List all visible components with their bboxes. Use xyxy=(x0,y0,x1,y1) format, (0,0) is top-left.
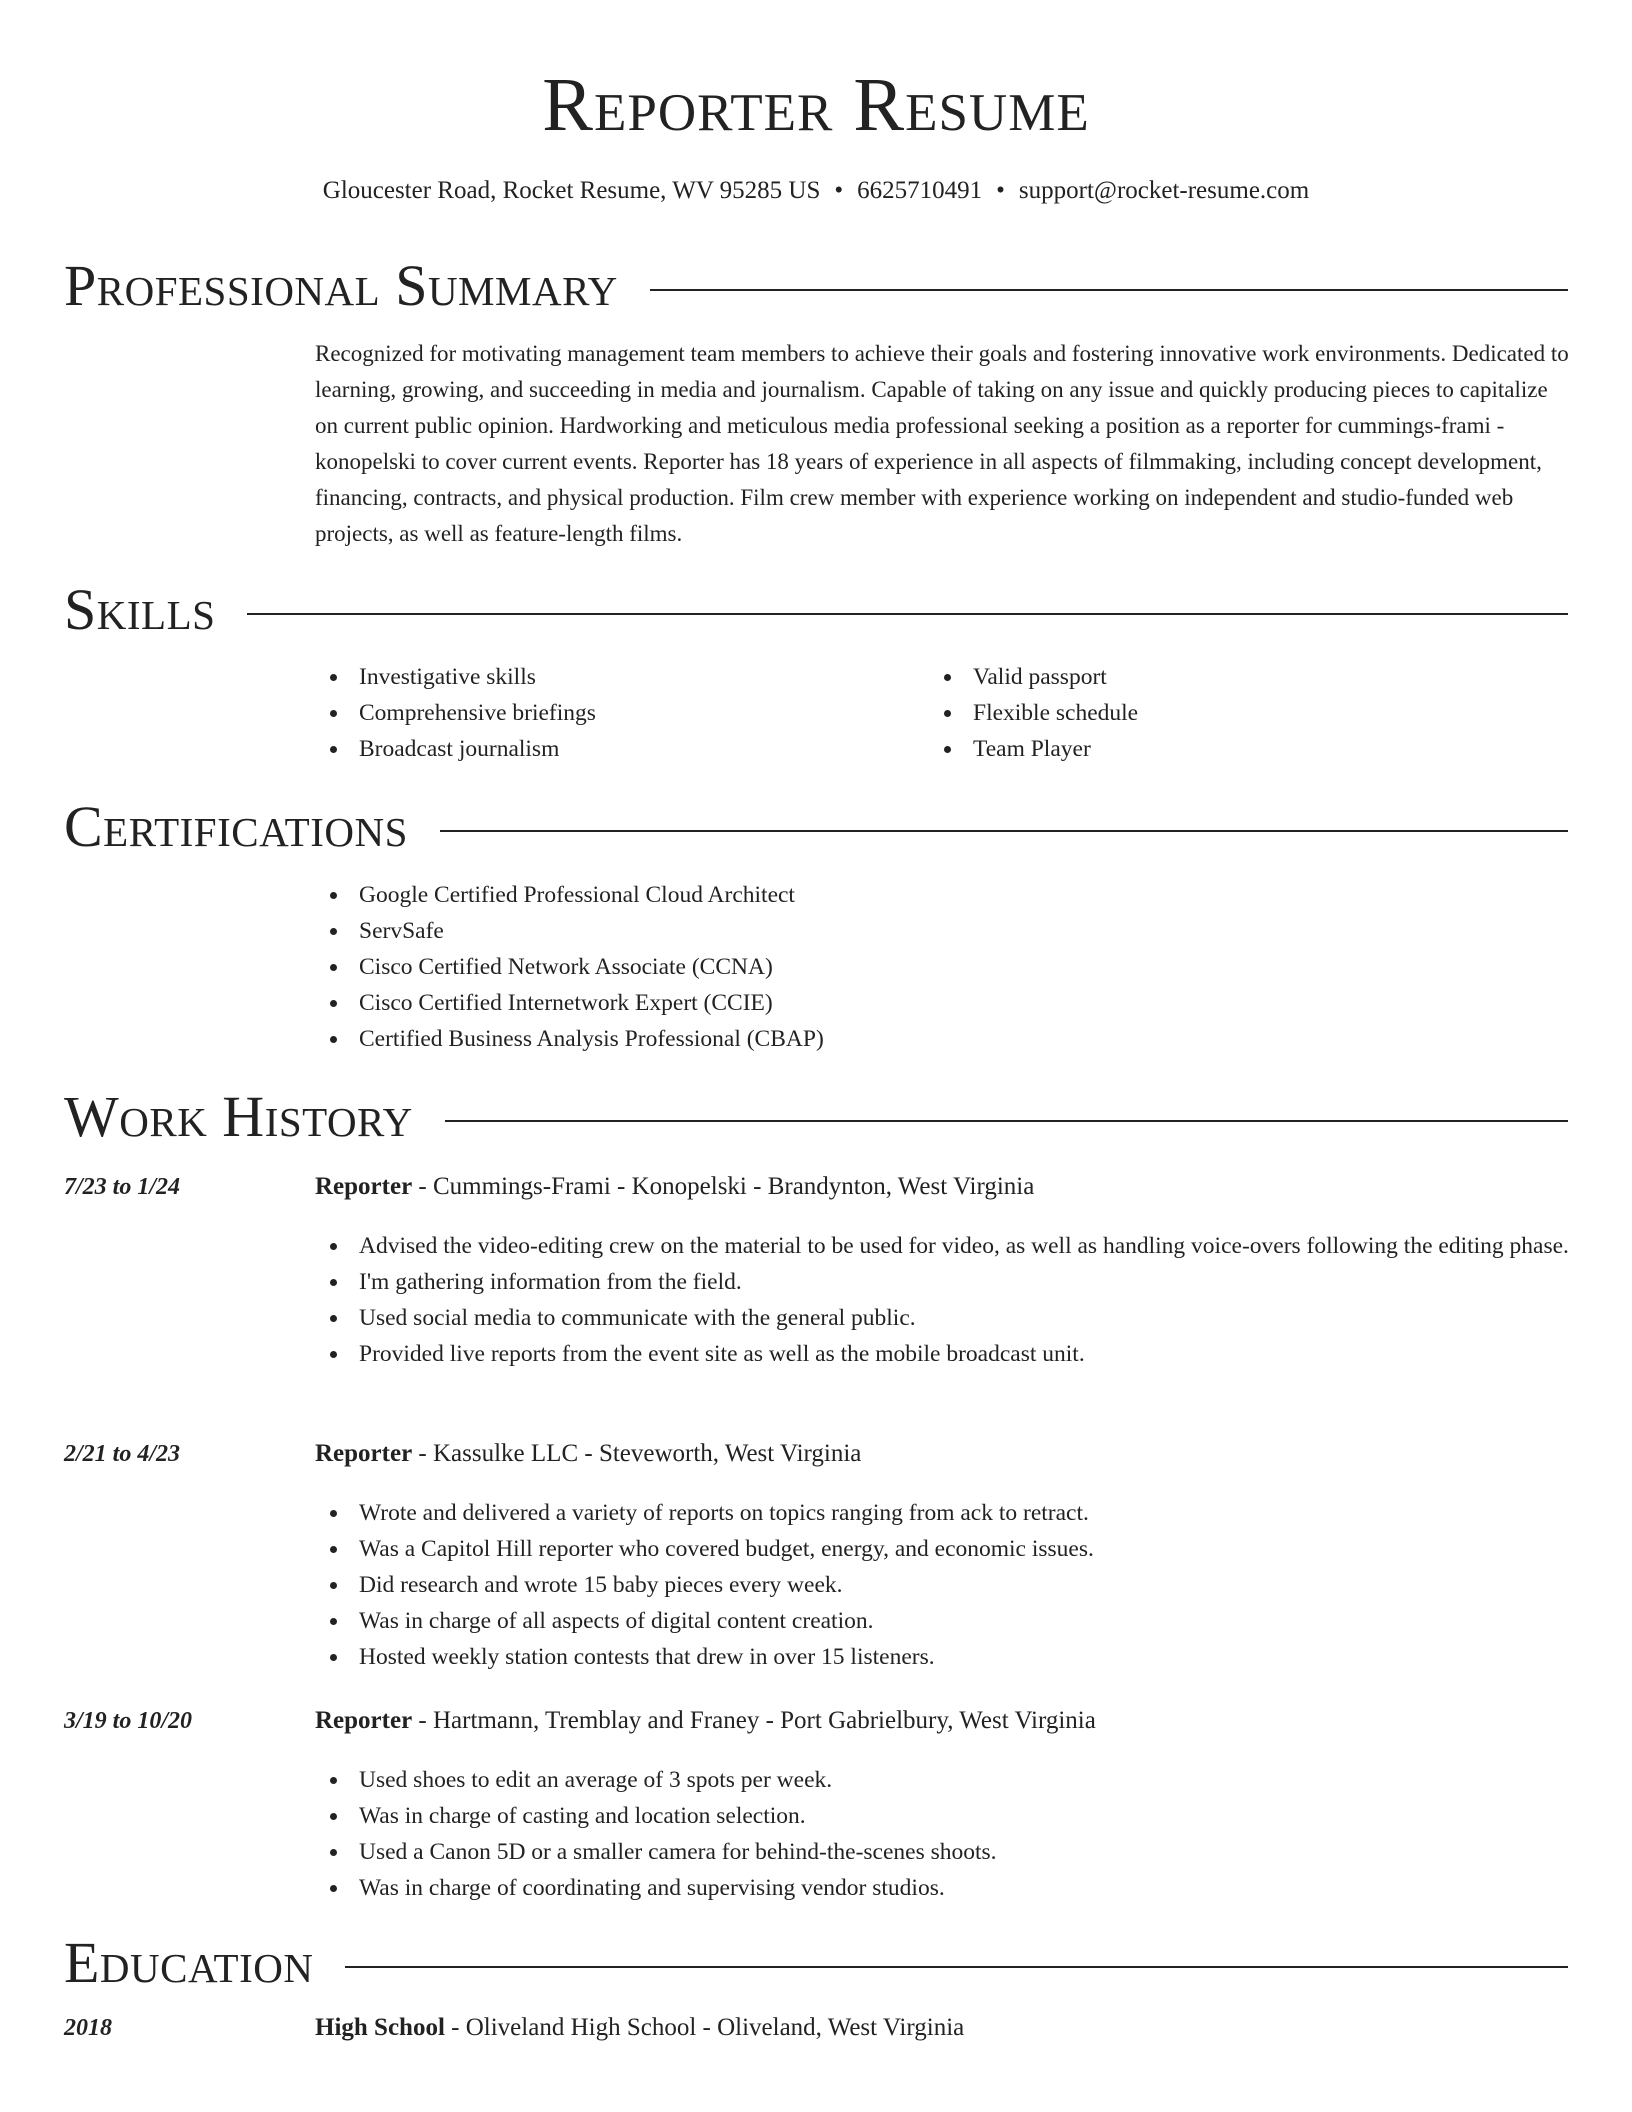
resume-title: Reporter Resume xyxy=(542,63,1090,147)
job-title: Reporter xyxy=(315,1173,413,1200)
section-divider xyxy=(247,613,1568,615)
job-title: Reporter xyxy=(315,1440,413,1467)
skills-list-left xyxy=(315,659,915,767)
job-bullet: Used a Canon 5D or a smaller camera for behind-the-scenes shoots. xyxy=(315,1834,1570,1870)
skill-item: Flexible schedule xyxy=(929,695,1529,731)
job-dates: 7/23 to 1/24 xyxy=(64,1174,181,1200)
job-heading xyxy=(315,1704,1570,1738)
job-bullet: I'm gathering information from the field. xyxy=(315,1264,1570,1300)
job-bullets xyxy=(315,1495,1570,1675)
contact-email: support@rocket-resume.com xyxy=(1018,177,1310,204)
skills-heading: Skills xyxy=(64,577,216,642)
job-title: Reporter xyxy=(315,1707,413,1734)
job-bullet: Was a Capitol Hill reporter who covered budget, energy, and economic issues. xyxy=(315,1531,1570,1567)
job-bullet: Did research and wrote 15 baby pieces every week. xyxy=(315,1567,1570,1603)
certification-item: Certified Business Analysis Professional (CBAP) xyxy=(315,1021,1570,1057)
skill-item: Valid passport xyxy=(929,659,1529,695)
education-degree: High School xyxy=(315,2014,445,2041)
job-dates: 3/19 to 10/20 xyxy=(64,1708,193,1734)
section-divider xyxy=(345,1966,1568,1968)
summary-text: Recognized for motivating management team members to achieve their goals and fostering innovative work environments. Dedicated to learning, growing, and succeeding in media and journalism. Capable of taking on any issue and quickly producing pieces to capitalize on current public opinion. Hardworking and meticulous media professional seeking a position as a reporter for cummings-frami - konopelski to cover current events. Reporter has 18 years of experience in all aspects of filmmaking, including concept development, financing, contracts, and physical production. Film crew member with experience working on independent and studio-funded web projects, as well as feature-length films. xyxy=(315,341,1569,546)
education-line xyxy=(315,2011,1570,2045)
job-heading xyxy=(315,1437,1570,1471)
skills-list-right xyxy=(929,659,1529,767)
job-employer: - Cummings-Frami - Konopelski - Brandynton, West Virginia xyxy=(412,1173,1035,1200)
summary-heading: Professional Summary xyxy=(64,253,618,318)
education-section-header xyxy=(64,1931,1568,1995)
job-heading xyxy=(315,1170,1570,1204)
contact-address: Gloucester Road, Rocket Resume, WV 95285 US xyxy=(322,177,821,204)
certifications-section-header xyxy=(64,795,1568,859)
job-employer: - Hartmann, Tremblay and Franey - Port Gabrielbury, West Virginia xyxy=(412,1707,1096,1734)
job-bullet: Was in charge of all aspects of digital content creation. xyxy=(315,1603,1570,1639)
section-divider xyxy=(440,830,1568,832)
certification-item: ServSafe xyxy=(315,913,1570,949)
work-history-section-header xyxy=(64,1085,1568,1149)
work-history-heading: Work History xyxy=(64,1084,413,1149)
job-bullet: Used social media to communicate with the general public. xyxy=(315,1300,1570,1336)
contact-line xyxy=(0,174,1632,208)
certification-item: Cisco Certified Network Associate (CCNA) xyxy=(315,949,1570,985)
section-divider xyxy=(650,289,1568,291)
education-heading: Education xyxy=(64,1930,314,1995)
skill-item: Team Player xyxy=(929,731,1529,767)
contact-phone: 6625710491 xyxy=(857,177,983,204)
job-bullet: Hosted weekly station contests that drew in over 15 listeners. xyxy=(315,1639,1570,1675)
job-bullet: Provided live reports from the event site as well as the mobile broadcast unit. xyxy=(315,1336,1570,1372)
contact-separator: • xyxy=(834,177,844,204)
certification-item: Cisco Certified Internetwork Expert (CCIE) xyxy=(315,985,1570,1021)
job-bullet: Was in charge of coordinating and supervising vendor studios. xyxy=(315,1870,1570,1906)
contact-separator: • xyxy=(996,177,1005,204)
skill-item: Investigative skills xyxy=(315,659,915,695)
job-bullet: Was in charge of casting and location selection. xyxy=(315,1798,1570,1834)
skills-section-header xyxy=(64,578,1568,642)
job-bullet: Wrote and delivered a variety of reports on topics ranging from ack to retract. xyxy=(315,1495,1570,1531)
education-year: 2018 xyxy=(64,2015,112,2041)
section-divider xyxy=(445,1120,1568,1122)
skill-item: Broadcast journalism xyxy=(315,731,915,767)
job-bullets xyxy=(315,1762,1570,1906)
job-bullet: Used shoes to edit an average of 3 spots per week. xyxy=(315,1762,1570,1798)
summary-section-header xyxy=(64,254,1568,318)
education-school: - Oliveland High School - Oliveland, West Virginia xyxy=(444,2014,965,2041)
job-bullet: Advised the video-editing crew on the material to be used for video, as well as handling voice-overs following the editing phase. xyxy=(315,1228,1570,1264)
certification-item: Google Certified Professional Cloud Architect xyxy=(315,877,1570,913)
job-employer: - Kassulke LLC - Steveworth, West Virginia xyxy=(412,1440,862,1467)
skill-item: Comprehensive briefings xyxy=(315,695,915,731)
certifications-list xyxy=(315,877,1570,1057)
job-dates: 2/21 to 4/23 xyxy=(64,1441,181,1467)
job-bullets xyxy=(315,1228,1570,1372)
certifications-heading: Certifications xyxy=(64,794,408,859)
